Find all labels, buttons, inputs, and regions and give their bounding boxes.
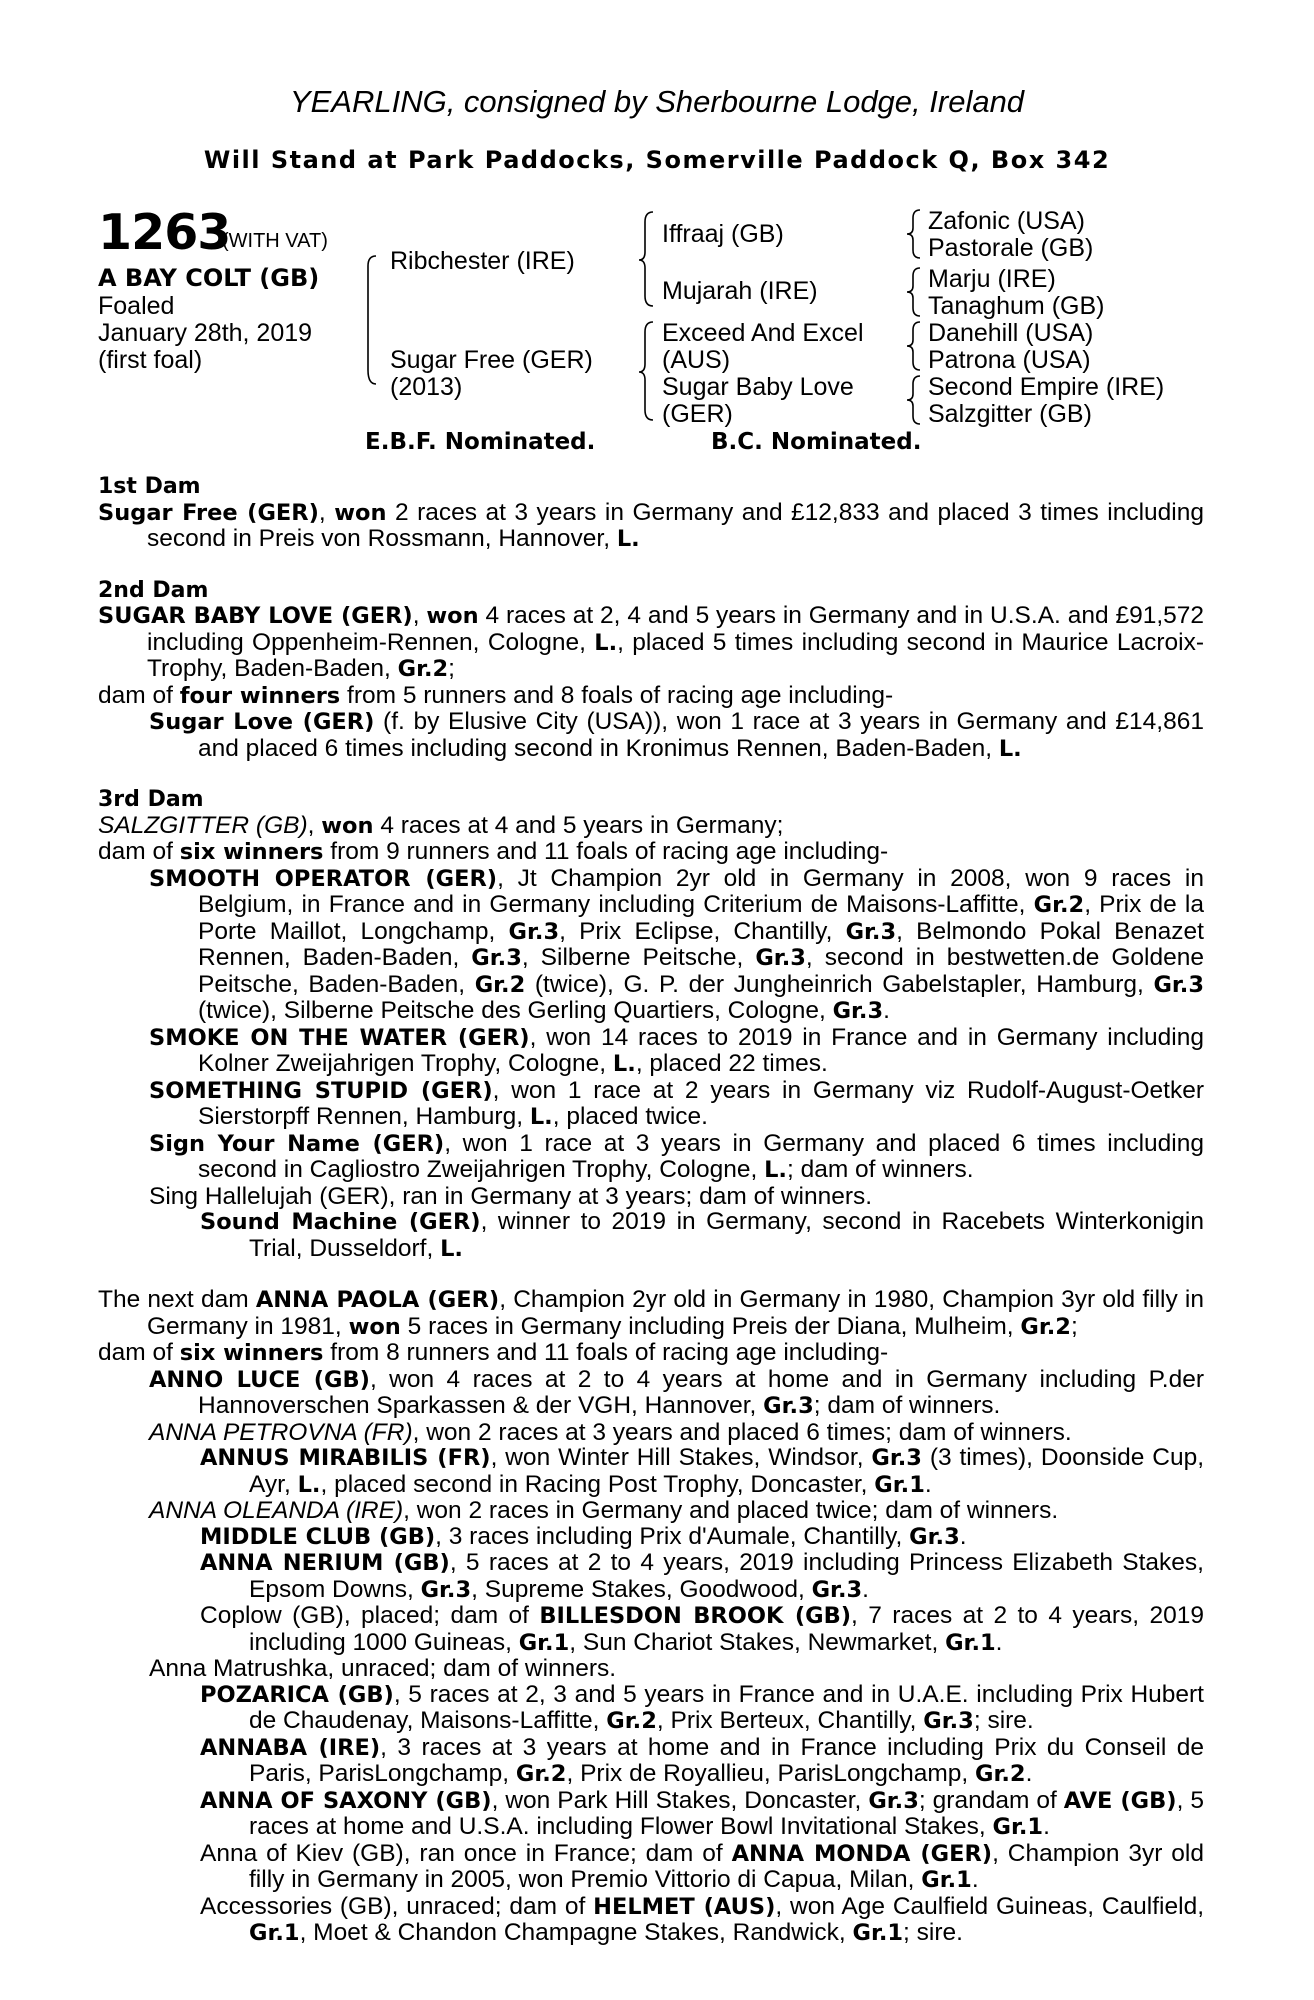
- smoke-on-the-water-entry: SMOKE ON THE WATER (GER), won 14 races to 2019 in France and in Germany including Kolner Zweijahrigen Trophy, Cologne, L., placed 22 times.: [149, 1023, 1204, 1077]
- sing-hallelujah-entry: Sing Hallelujah (GER), ran in Germany at 3 years; dam of winners.: [149, 1182, 873, 1210]
- ancestor-1: Zafonic (USA): [928, 207, 1085, 235]
- accessories-entry: Accessories (GB), unraced; dam of HELMET (AUS), won Age Caulfield Guineas, Caulfield, Gr.1, Moet & Chandon Champagne Stakes, Randwick, Gr.1; sire.: [200, 1892, 1204, 1946]
- ancestor-8: Salzgitter (GB): [928, 400, 1092, 428]
- dam-year: (2013): [390, 373, 463, 401]
- next-dam-entry: The next dam ANNA PAOLA (GER), Champion 2yr old in Germany in 1980, Champion 3yr old filly in Germany in 1981, won 5 races in Germany including Preis der Diana, Mulheim, Gr.2;: [98, 1286, 1204, 1340]
- g-bracket-3: [904, 318, 926, 374]
- dam-sire: Exceed And Excel: [662, 319, 864, 347]
- second-dam-produce: dam of four winners from 5 runners and 8 foals of racing age including-: [98, 681, 894, 709]
- second-dam-entry: SUGAR BABY LOVE (GER), won 4 races at 2, 4 and 5 years in Germany and in U.S.A. and £91,572 including Oppenheim-Rennen, Cologne, L., placed 5 times including second in Maurice Lacroix-Trophy, Baden-Baden, Gr.2;: [98, 602, 1204, 682]
- catalogue-body: [98, 474, 1204, 1947]
- ancestor-7: Second Empire (IRE): [928, 373, 1165, 401]
- third-dam-produce: dam of six winners from 9 runners and 11 foals of racing age including-: [98, 838, 889, 865]
- anna-of-kiev-entry: Anna of Kiev (GB), ran once in France; dam of ANNA MONDA (GER), Champion 3yr old filly in Germany in 2005, won Premio Vittorio di Capua, Milan, Gr.1.: [200, 1839, 1204, 1893]
- sire-dam: Mujarah (IRE): [662, 277, 818, 305]
- dam-dam-country: (GER): [662, 400, 733, 428]
- second-dam-heading: 2nd Dam: [98, 577, 209, 603]
- next-dam-produce: dam of six winners from 8 runners and 11 foals of racing age including-: [98, 1339, 889, 1366]
- anno-luce-entry: ANNO LUCE (GB), won 4 races at 2 to 4 years at home and in Germany including P.der Hannoverschen Sparkassen & der VGH, Hannover, Gr.3; dam of winners.: [149, 1365, 1204, 1419]
- anna-of-saxony-entry: ANNA OF SAXONY (GB), won Park Hill Stakes, Doncaster, Gr.3; grandam of AVE (GB), 5 races at home and U.S.A. including Flower Bowl Invitational Stakes, Gr.1.: [200, 1786, 1204, 1840]
- sire-parents-bracket: [637, 208, 659, 312]
- sire-sire: Iffraaj (GB): [662, 220, 784, 248]
- third-dam-entry: SALZGITTER (GB), won 4 races at 4 and 5 years in Germany;: [98, 811, 784, 839]
- anna-matrushka-entry: Anna Matrushka, unraced; dam of winners.: [149, 1655, 617, 1682]
- anna-nerium-entry: ANNA NERIUM (GB), 5 races at 2 to 4 years, 2019 including Princess Elizabeth Stakes, Epsom Downs, Gr.3, Supreme Stakes, Goodwood, Gr.3.: [200, 1549, 1204, 1603]
- dam-dam: Sugar Baby Love: [662, 373, 854, 401]
- sire-dam-bracket: [360, 240, 384, 400]
- middle-club-entry: MIDDLE CLUB (GB), 3 races including Prix d'Aumale, Chantilly, Gr.3.: [200, 1522, 967, 1550]
- lot-description: A BAY COLT (GB): [98, 264, 320, 292]
- stabling-line: Will Stand at Park Paddocks, Somerville Paddock Q, Box 342: [203, 146, 1111, 174]
- dam-name: Sugar Free (GER): [390, 346, 593, 374]
- g-bracket-4: [904, 372, 926, 428]
- first-dam-entry: Sugar Free (GER), won 2 races at 3 years in Germany and £12,833 and placed 3 times including second in Preis von Rossmann, Hannover, L.: [98, 498, 1204, 552]
- pozarica-entry: POZARICA (GB), 5 races at 2, 3 and 5 years in France and in U.A.E. including Prix Hubert de Chaudenay, Maisons-Laffitte, Gr.2, Prix Berteux, Chantilly, Gr.3; sire.: [200, 1680, 1204, 1734]
- first-foal-note: (first foal): [98, 346, 203, 374]
- smooth-operator-entry: SMOOTH OPERATOR (GER), Jt Champion 2yr old in Germany in 2008, won 9 races in Belgium, in France and in Germany including Criterium de Maisons-Laffitte, Gr.2, Prix de la Porte Maillot, Longchamp, Gr.3, Prix Eclipse, Chantilly, Gr.3, Belmondo Pokal Benazet Rennen, Baden-Baden, Gr.3, Silberne Peitsche, Gr.3, second in bestwetten.de Goldene Peitsche, Baden-Baden, Gr.2 (twice), G. P. der Jungheinrich Gabelstapler, Hamburg, Gr.3 (twice), Silberne Peitsche des Gerling Quartiers, Cologne, Gr.3.: [149, 864, 1205, 1024]
- g-bracket-1: [904, 206, 926, 262]
- third-dam-heading: 3rd Dam: [98, 787, 204, 812]
- ancestor-2: Pastorale (GB): [928, 234, 1094, 262]
- g-bracket-2: [904, 264, 926, 320]
- anna-petrovna-entry: ANNA PETROVNA (FR), won 2 races at 3 years and placed 6 times; dam of winners.: [149, 1418, 1072, 1446]
- dam-sire-country: (AUS): [662, 346, 731, 374]
- sire-name: Ribchester (IRE): [390, 247, 575, 275]
- annaba-entry: ANNABA (IRE), 3 races at 3 years at home and in France including Prix du Conseil de Paris, ParisLongchamp, Gr.2, Prix de Royallieu, ParisLongchamp, Gr.2.: [200, 1733, 1204, 1787]
- ancestor-5: Danehill (USA): [928, 319, 1094, 347]
- bc-nomination: B.C. Nominated.: [711, 429, 922, 455]
- something-stupid-entry: SOMETHING STUPID (GER), won 1 race at 2 years in Germany viz Rudolf-August-Oetker Sierstorpff Rennen, Hamburg, L., placed twice.: [149, 1076, 1204, 1130]
- dam-parents-bracket: [637, 318, 659, 426]
- foaled-date: January 28th, 2019: [98, 319, 313, 347]
- lot-number: 1263: [98, 204, 231, 261]
- ancestor-4: Tanaghum (GB): [928, 292, 1105, 320]
- ebf-nomination: E.B.F. Nominated.: [365, 429, 596, 455]
- vat-note: (WITH VAT): [222, 230, 328, 252]
- foaled-label: Foaled: [98, 292, 175, 320]
- sign-your-name-entry: Sign Your Name (GER), won 1 race at 3 years in Germany and placed 6 times including second in Cagliostro Zweijahrigen Trophy, Cologne, L.; dam of winners.: [149, 1129, 1204, 1183]
- ancestor-3: Marju (IRE): [928, 265, 1056, 293]
- sound-machine-entry: Sound Machine (GER), winner to 2019 in Germany, second in Racebets Winterkonigin Trial, Dusseldorf, L.: [200, 1208, 1205, 1262]
- anna-oleanda-entry: ANNA OLEANDA (IRE), won 2 races in Germany and placed twice; dam of winners.: [149, 1497, 1059, 1524]
- consignor-line: YEARLING, consigned by Sherbourne Lodge, Ireland: [289, 84, 1025, 119]
- first-dam-heading: 1st Dam: [98, 474, 201, 499]
- sugar-love-entry: Sugar Love (GER) (f. by Elusive City (USA)), won 1 race at 3 years in Germany and £14,861 and placed 6 times including second in Kronimus Rennen, Baden-Baden, L.: [149, 708, 1204, 762]
- annus-mirabilis-entry: ANNUS MIRABILIS (FR), won Winter Hill Stakes, Windsor, Gr.3 (3 times), Doonside Cup, Ayr, L., placed second in Racing Post Trophy, Doncaster, Gr.1.: [200, 1444, 1205, 1498]
- coplow-entry: Coplow (GB), placed; dam of BILLESDON BROOK (GB), 7 races at 2 to 4 years, 2019 including 1000 Guineas, Gr.1, Sun Chariot Stakes, Newmarket, Gr.1.: [200, 1602, 1205, 1656]
- ancestor-6: Patrona (USA): [928, 346, 1091, 374]
